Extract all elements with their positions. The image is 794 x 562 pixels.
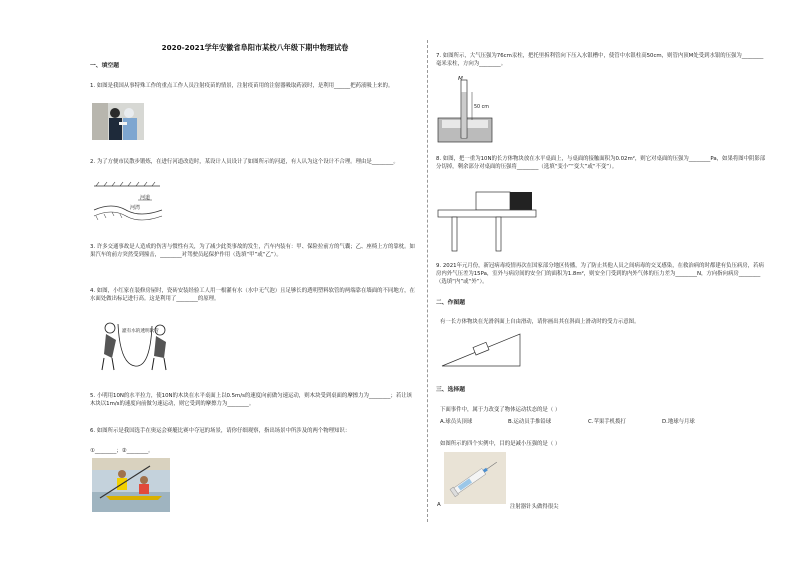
- hose-level-illustration: [98, 314, 172, 374]
- section-choice: 三、选择题: [436, 387, 465, 393]
- vaccination-photo: [92, 103, 144, 140]
- kayak-photo: [92, 458, 170, 512]
- section-drawing: 二、作图题: [436, 300, 465, 306]
- question-3: 3. 许多交通事故是人造成的伤害与惯性有关，为了减少此类事故的发生，汽车内装有：甲、保险拉前方的气囊；乙、座椅上方的靠枕。如果汽车的前方突然受到撞击，________对驾驶员起保护作用（选填“甲”或“乙”）。: [90, 244, 415, 258]
- syringe-photo: [444, 452, 506, 504]
- torricelli-diagram: [436, 72, 496, 144]
- incline-diagram: [440, 330, 524, 368]
- option-c[interactable]: C.苹果手机拨打: [588, 419, 626, 425]
- option-b[interactable]: B.运动员手推铅球: [508, 419, 552, 425]
- option-a-caption: 注射器针头做得很尖: [510, 504, 559, 510]
- section-fill-blank: 一、填空题: [90, 63, 119, 69]
- question-11: 下面事件中，属于力改变了物体运动状态的是（ ）: [440, 407, 561, 413]
- question-6-answer-line: ①________；②________。: [90, 448, 154, 454]
- question-7: 7. 如图所示，大气压强为76cm汞柱，把托里拆利管向下压入水银槽中，使管中水银柱高50cm，则管内顶M处受到水银的压强为________毫米汞柱，方向为________。: [436, 53, 764, 67]
- height-label: 50 cm: [474, 105, 489, 110]
- option-a-label[interactable]: A: [437, 502, 441, 508]
- page-title: 2020-2021学年安徽省阜阳市某校八年级下期中物理试卷: [161, 43, 349, 52]
- question-10: 有一长方体物块在光滑斜面上自由滑动，请你画出其在斜面上滑动时的受力示意图。: [440, 319, 640, 325]
- option-a[interactable]: A.球员头顶球: [440, 419, 473, 425]
- question-2: 2. 为了方便市民散步锻炼，在进行河道改造时，某设计人员设计了如图所示的河道，有人认为这个设计不合理。理由是________。: [90, 159, 399, 165]
- question-5: 5. 小明用10N的水平拉力，使10N的木块在水平桌面上以0.5m/s的速度向前做匀速运动，则木块受到桌面的摩擦力为________；若让该木块以1m/s的速度向前做匀速运动，则它受到的摩擦力为________。: [90, 393, 413, 407]
- question-12: 如图所示的四个实例中，目的是减小压强的是（ ）: [440, 441, 561, 447]
- hose-label: 灌有水的透明软管: [122, 329, 159, 334]
- question-9: 9. 2021年元月份，新冠病毒疫情再次在国家部分地区传播，为了防止其他人员之间病毒的交叉感染，在救治病的时都建有负压病房，若病房内外气压差为15Pa，室外与病房间的安全门的面积为1.8m²，则安全门受到的内外气体的压力差为________N，方向指向病房________（选填“内”或“外”）。: [436, 263, 764, 285]
- column-divider: [427, 40, 428, 522]
- river-label: 河道: [140, 195, 151, 201]
- block-on-table-diagram: [436, 190, 540, 252]
- river-diagram: [92, 180, 164, 222]
- question-8: 8. 如图，把一重为10N的长方体物块放在水平桌面上，与桌面的接触面积为0.02m²，则它对桌面的压强为________Pa，如果将图中阴影部分切掉，剩余部分对桌面的压强将________（选填“变小”“变大”或“不变”）。: [436, 156, 766, 170]
- option-d[interactable]: D.地球与月球: [662, 419, 695, 425]
- question-1: 1. 如图是我国从事特殊工作的重点工作人员注射疫苗的情景，注射疫苗用的注射器吸取药液时，是利用______把药液吸上来的。: [90, 83, 394, 89]
- question-4: 4. 如图，小红家在装修房屋时，瓷砖安装经验工人用一根灌有水（水中无气泡）且足够长的透明塑料软管的两端靠在墙面的不同地方，在水面处做出标记进行高。这是利用了________的原理。: [90, 288, 415, 302]
- bay-label: 河湾: [130, 205, 141, 211]
- point-m-label: M: [458, 76, 463, 82]
- question-6: 6. 如图所示是我国选手在奥运会赛艇比赛中夺冠的场景，请你仔细观察，指出场景中所涉及的两个物理知识：: [90, 428, 351, 434]
